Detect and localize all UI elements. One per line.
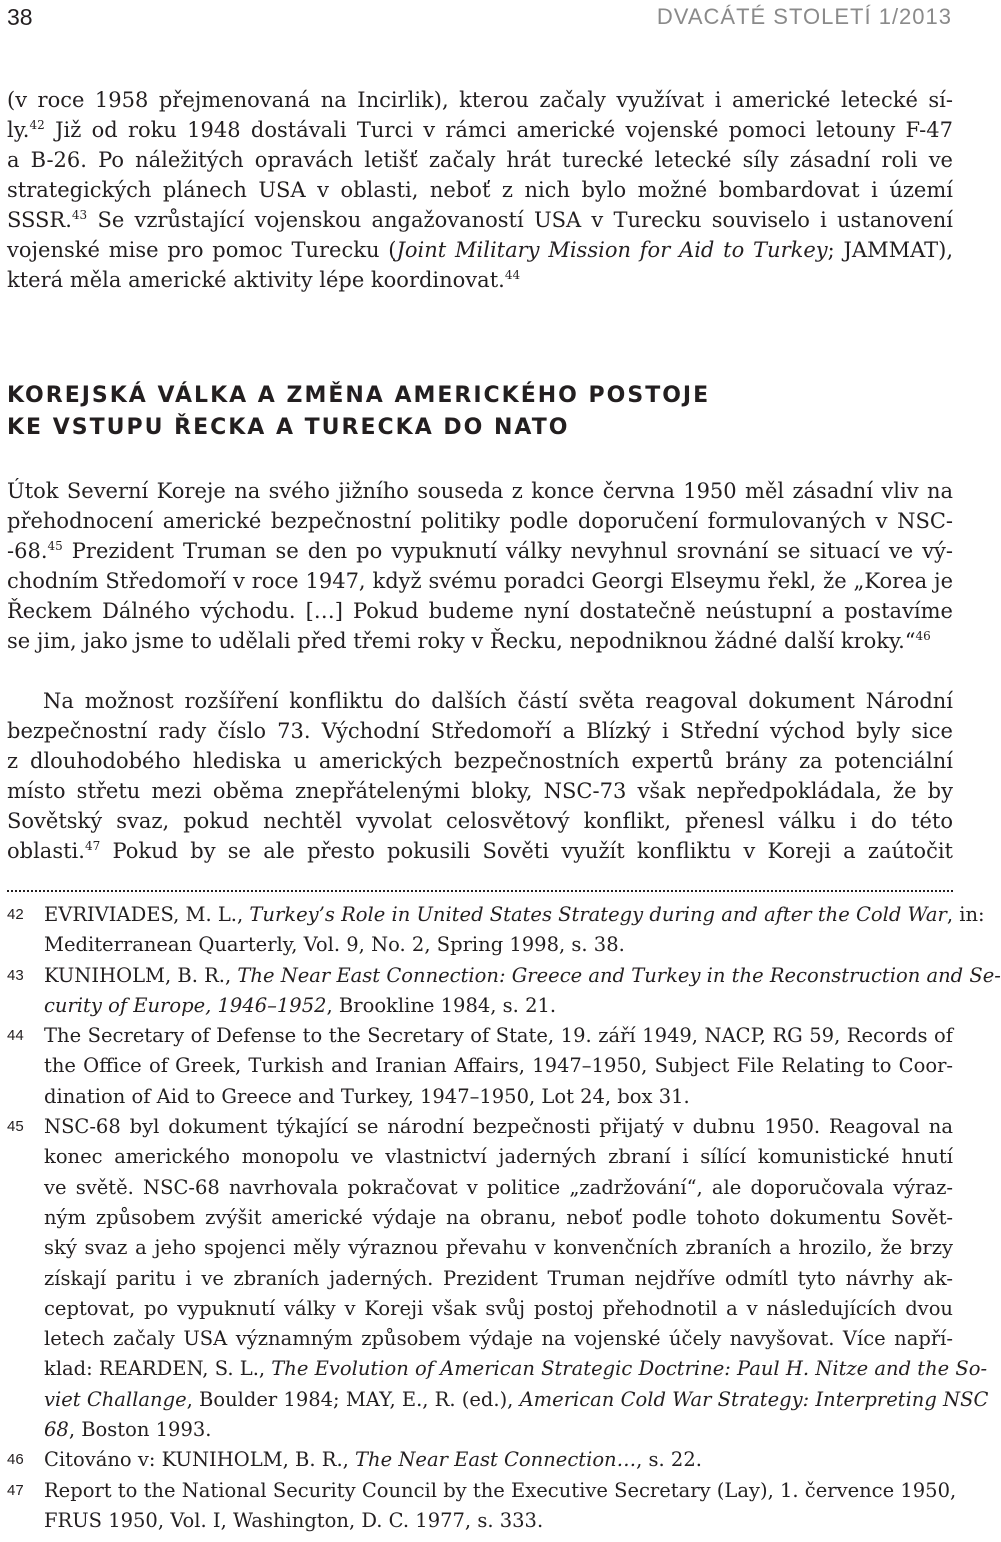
- text-line: (v roce 1958 přejmenovaná na Incirlik), kterou začaly využívat i americké letecké sí-: [7, 88, 953, 112]
- footnote-43: 43 KUNIHOLM, B. R., The Near East Connection: Greece and Turkey in the Reconstruction and Se- curity of Europe, 1946–1952, Brookline 1984, s. 21.: [7, 961, 953, 1022]
- text-line: oblasti.$^{47}$ Pokud by se ale přesto pokusili Sověti využít konfliktu v Koreji a zaútočit: [7, 839, 953, 863]
- footnote-44: 44 The Secretary of Defense to the Secretary of State, 19. září 1949, NACP, RG 59, Records of the Office of Greek, Turkish and Iranian Affairs, 1947–1950, Subject File Relating to Coor- dination of Aid to Greece and Turkey, 1947–1950, Lot 24, box 31.: [7, 1021, 953, 1112]
- text-line: bezpečnostní rady číslo 73. Východní Středomoří a Blízký i Střední východ byly sice: [7, 719, 953, 743]
- footnote-divider: [7, 890, 953, 892]
- text-line: -68.45 Prezident Truman se den po vypuknutí války nevyhnul srovnání se situací ve vý-: [7, 539, 953, 563]
- text-line: ly.$^{42}$ Již od roku 1948 dostávali Turci v rámci americké vojenské pomoci letouny F-47: [7, 118, 953, 142]
- footnote-46: 46 Citováno v: KUNIHOLM, B. R., The Near East Connection…, s. 22.: [7, 1445, 953, 1475]
- page-number: 38: [7, 4, 33, 30]
- footnotes: [7, 900, 1001, 1536]
- text-line: SSSR.$^{43}$ Se vzrůstající vojenskou angažovaností USA v Turecku souviselo i ustanovení: [7, 208, 953, 232]
- text-line: se jim, jako jsme to udělali před třemi roky v Řecku, nepodniknou žádné další kroky.“$^{46}$: [7, 629, 931, 653]
- footnote-ref[interactable]: 43: [71, 208, 88, 222]
- section-heading: KOREJSKÁ VÁLKA A ZMĚNA AMERICKÉHO POSTOJE KE VSTUPU ŘECKA A TURECKA DO NATO: [7, 383, 711, 440]
- text-line: Řeckem Dálného východu. […] Pokud budeme nyní dostatečně neústupní a postavíme: [7, 599, 953, 623]
- paragraph-3: [7, 686, 953, 866]
- text-line: chodním Středomoří v roce 1947, když svému poradci Georgi Elseymu řekl, že „Korea je: [7, 569, 953, 593]
- paragraph-2: [7, 476, 953, 656]
- footnote-number: 45: [7, 1118, 24, 1136]
- footnote-number: 44: [7, 1027, 24, 1045]
- text-line: která měla americké aktivity lépe koordinovat.$^{44}$: [7, 268, 521, 292]
- footnote-number: 47: [7, 1481, 24, 1499]
- footnote-ref[interactable]: 45: [47, 539, 63, 553]
- paragraph-1: [7, 85, 953, 295]
- footnote-ref[interactable]: 46: [915, 629, 931, 643]
- text-line: Útok Severní Koreje na svého jižního souseda z konce června 1950 měl zásadní vliv na: [7, 479, 953, 503]
- text-line: a B-26. Po náležitých opravách letišť začaly hrát turecké letecké síly zásadní roli ve: [7, 148, 953, 172]
- text-line: vojenské mise pro pomoc Turecku (Joint Military Mission for Aid to Turkey; JAMMAT),: [7, 238, 953, 262]
- text-line: přehodnocení americké bezpečnostní politiky podle doporučení formulovaných v NSC-: [7, 509, 953, 533]
- footnote-number: 43: [7, 966, 24, 984]
- journal-title: DVACÁTÉ STOLETÍ 1/2013: [656, 4, 952, 29]
- footnote-ref[interactable]: 44: [504, 268, 521, 282]
- footnote-45: 45 NSC-68 byl dokument týkající se národní bezpečnosti přijatý v dubnu 1950. Reagoval na konec amerického monopolu ve vlastnictví jaderných zbraní i sílící komunistické hnutí ve světě. NSC-68 navrhovala pokračovat v politice „zadržování“, ale doporučovala výraz- ným způsobem zvýšit americké výdaje na obranu, neboť podle tohoto dokumentu Sovět- ský svaz a jeho spojenci měly výraznou převahu v konvenčních zbraních a hrozilo, že brzy získají paritu i ve zbraních jaderných. Prezident Truman nejdříve odmítl tyto návrhy ak- ceptovat, po vypuknutí války v Koreji však svůj postoj přehodnotil a v následujících dvou letech začaly USA významným způsobem výdaje na vojenské účely navyšovat. Více napří- klad: REARDEN, S. L., The Evolution of American Strategic Doctrine: Paul H. Nitze and the So- viet Challange, Boulder 1984; MAY, E., R. (ed.), American Cold War Strategy: Interpreting NSC 68, Boston 1993.: [7, 1112, 953, 1445]
- footnote-number: 42: [7, 906, 24, 923]
- page-header: [0, 0, 960, 40]
- text-line: Sovětský svaz, pokud nechtěl vyvolat celosvětový konflikt, přenesl válku i do této: [7, 809, 953, 833]
- footnote-ref[interactable]: 47: [84, 839, 101, 853]
- text-line: strategických plánech USA v oblasti, neboť z nich bylo možné bombardovat i území: [7, 178, 953, 202]
- text-line: místo střetu mezi oběma znepřátelenými bloky, NSC-73 však nepředpokládala, že by: [7, 779, 953, 803]
- footnote-47: 47 Report to the National Security Council by the Executive Secretary (Lay), 1. července 1950, FRUS 1950, Vol. I, Washington, D. C. 1977, s. 333.: [7, 1476, 953, 1537]
- text-line: Na možnost rozšíření konfliktu do dalších částí světa reagoval dokument Národní: [43, 689, 953, 713]
- footnote-number: 46: [7, 1451, 24, 1469]
- text-line: z dlouhodobého hlediska u amerických bezpečnostních expertů brány za potenciální: [7, 749, 953, 773]
- footnote-ref[interactable]: 42: [29, 118, 45, 132]
- footnote-42: 42 EVRIVIADES, M. L., Turkey’s Role in United States Strategy during and after the Cold War, in: Mediterranean Quarterly, Vol. 9, No. 2, Spring 1998, s. 38.: [7, 900, 953, 961]
